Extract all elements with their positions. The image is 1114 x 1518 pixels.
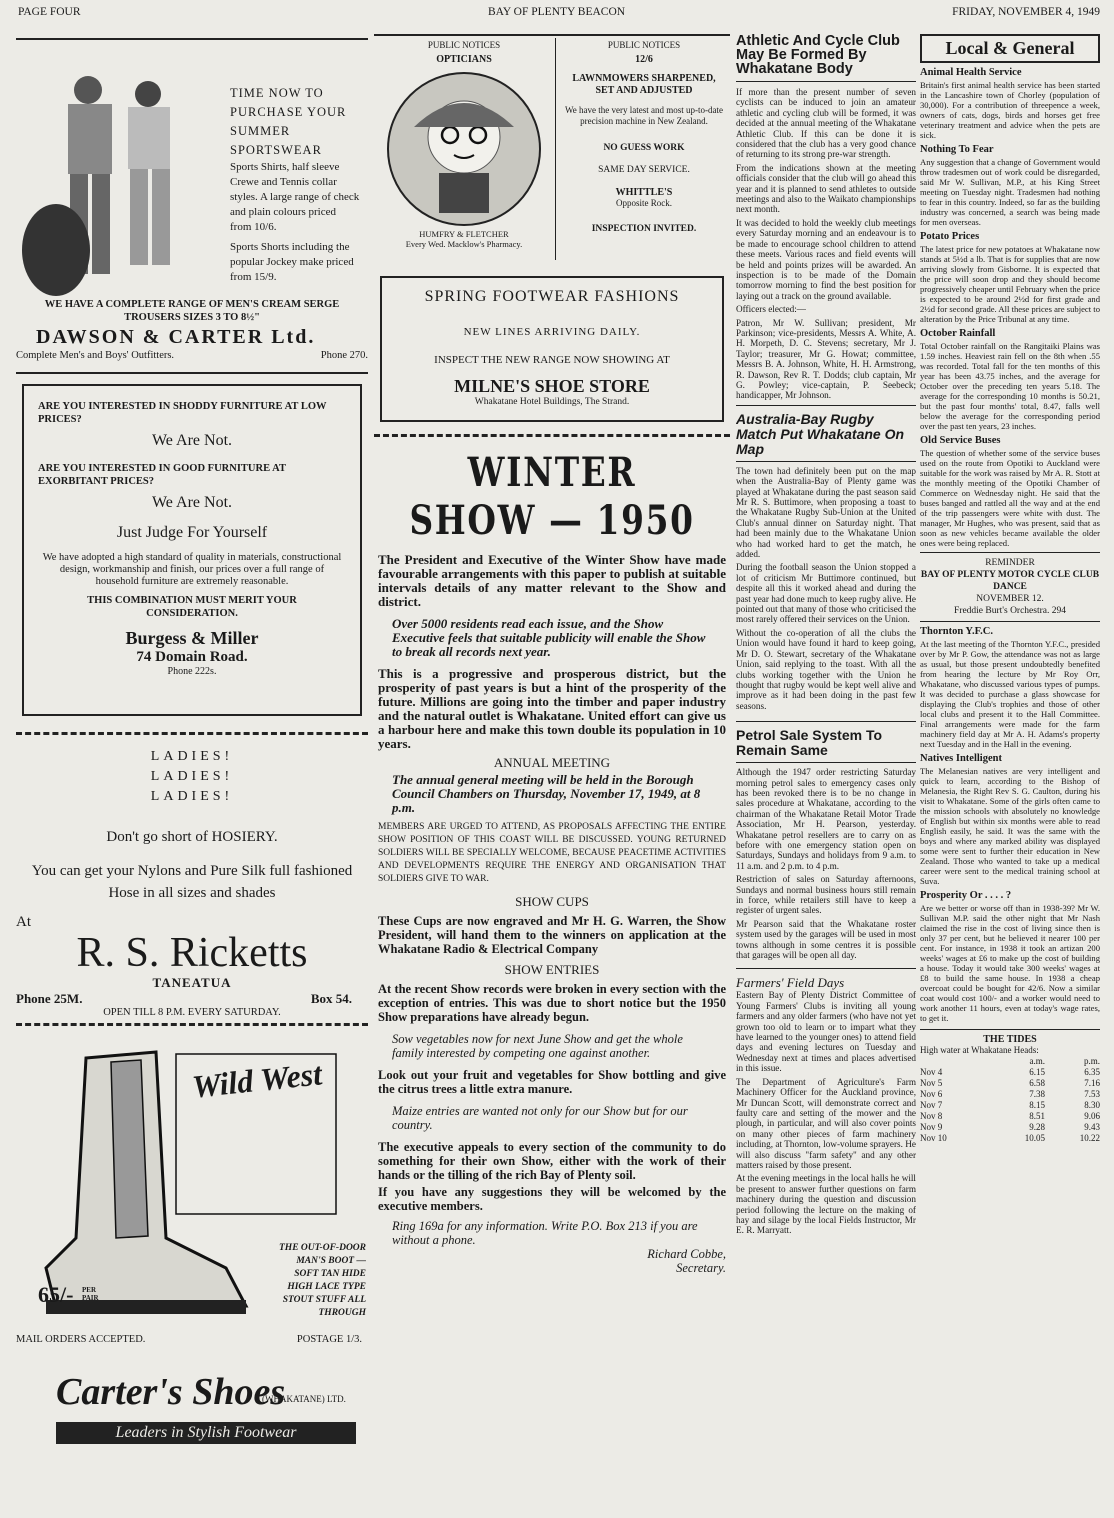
- ricketts-phone: Phone 25M.: [16, 991, 83, 1006]
- carters-slogan: Leaders in Stylish Footwear: [56, 1422, 356, 1444]
- lawnmower-title: LAWNMOWERS SHARPENED, SET AND ADJUSTED: [572, 73, 716, 96]
- reminder-notice: [920, 557, 1100, 617]
- item-potato-prices: [920, 231, 1100, 324]
- farmers-p1: Eastern Bay of Plenty District Committee of Young Farmers' Clubs is inviting all young farmers and any older farmers (who have not yet grown too old to learn or to impart what they have learned to the younger ones) to attend field days and evening lectures on Tuesday and Wednesday next at times and places advertised in this issue.: [736, 990, 916, 1074]
- athletic-p1: If more than the present number of seven cyclists can be induced to join an amateur athletic and cycling club will be formed, it was decided at the annual meeting of the Whakatane Athletic Club. If this can be done it is considered that the club has a very good chance of returning to its strong pre-war strength.: [736, 87, 916, 160]
- whittles-notice: [558, 40, 730, 234]
- maize-text: Maize entries are wanted not only for our Show but for our country.: [392, 1104, 688, 1132]
- rugby-headline: Australia-Bay Rugby Match Put Whakatane On Map: [736, 410, 905, 457]
- show-entries-heading: SHOW ENTRIES: [504, 962, 600, 977]
- shorts-text: Sports Shorts including the popular Jockey make priced from 15/9.: [230, 241, 354, 283]
- item-heading: Old Service Buses: [920, 435, 1001, 446]
- public-notices-row: [374, 34, 730, 262]
- carters-name: Carter's Shoes: [56, 1371, 286, 1413]
- item-text: At the last meeting of the Thornton Y.F.C., presided over by Mr P. Gow, the attendance was not as large as usual, but those present undoubtedly benefited from hearing the lecture by Mr Roy Orr, Whakatane, who discussed various types of pumps. It was decided to purchase a glass showcase for displaying the Club's trophies and those of other local clubs and present it to the Hall Committee. Final arrangements were made for the farm machinery field day at Mr A. H. Adams's property next Tuesday and in the Hall in the evening.: [920, 639, 1100, 749]
- issue-date: FRIDAY, NOVEMBER 4, 1949: [952, 6, 1100, 18]
- tides-pm-header: p.m.: [1083, 1056, 1100, 1066]
- item-october-rainfall: [920, 328, 1100, 431]
- athletic-p3: It was decided to hold the weekly club meetings every Saturday morning and an endeavour is to be made to encourage school children to attend these meets. Various races and field events will be held and points prizes will be awarded. An inspection is to be made of the Domain tomorrow morning to find the best position for laying out a track on the ground available.: [736, 217, 916, 301]
- boot-price: 65/-: [38, 1282, 74, 1307]
- postage: POSTAGE 1/3.: [296, 1334, 362, 1345]
- item-thornton-yfc: [920, 626, 1100, 749]
- mail-orders: MAIL ORDERS ACCEPTED.: [16, 1334, 146, 1345]
- winter-p1: The President and Executive of the Winter Show have made favourable arrangements with this paper to publish at suitable intervals details of any matter relevant to the Show and district.: [378, 552, 726, 609]
- carters-logo-block: [16, 1370, 368, 1452]
- burgess-miller-ad: [22, 384, 362, 716]
- tides-title: THE TIDES: [983, 1034, 1037, 1045]
- reminder-ref: 294: [1051, 606, 1066, 616]
- item-heading: Natives Intelligent: [920, 753, 1002, 764]
- dawson-phone: Phone 270.: [320, 350, 368, 361]
- item-prosperity: [920, 890, 1100, 1023]
- fruit-text: Look out your fruit and vegetables for Show bottling and give the citrus trees a little extra manure.: [378, 1068, 726, 1096]
- at-text: At: [16, 914, 31, 930]
- nylons-text: You can get your Nylons and Pure Silk full fashioned Hose in all sizes and shades: [31, 863, 353, 901]
- answer-2: We Are Not.: [151, 494, 233, 511]
- farmers-p2: The Department of Agriculture's Farm Machinery Officer for the Auckland province, Mr Duncan Scott, will demonstrate correct and faulty care and setting of the mower and the plough, in particular, and will also cover points on many other pieces of farm machinery including, at Thornton, low-volume sprayers. He will also discuss "farm safety" and any other matters raised by those present.: [736, 1076, 916, 1170]
- carters-shoes-ad: [16, 1038, 368, 1370]
- ring-text: Ring 169a for any information. Write P.O. Box 213 if you are without a phone.: [392, 1219, 698, 1247]
- opticians-title: OPTICIANS: [436, 54, 492, 65]
- lawnmower-body: We have the very latest and most up-to-date precision machine in New Zealand.: [565, 105, 723, 126]
- athletic-headline: Athletic And Cycle Club May Be Formed By Whakatane Body: [736, 34, 900, 77]
- ladies-line-3: LADIES!: [150, 789, 234, 804]
- judge-heading: Just Judge For Yourself: [116, 524, 268, 541]
- milnes-shoe-ad: [380, 276, 724, 422]
- reminder-label: REMINDER: [985, 558, 1035, 568]
- annual-meeting-text: The annual general meeting will be held in the Borough Council Chambers on Thursday, November 17, 1949, at 8 p.m.: [392, 772, 701, 815]
- ricketts-box: Box 54.: [310, 991, 352, 1006]
- item-heading: Thornton Y.F.C.: [920, 626, 993, 637]
- boot-desc-2: SOFT TAN HIDE: [294, 1269, 366, 1279]
- same-day-service: SAME DAY SERVICE.: [598, 165, 690, 175]
- burgess-address: 74 Domain Road.: [136, 649, 248, 665]
- winter-show-title: WINTER SHOW — 1950: [409, 449, 695, 544]
- vegetables-text: Sow vegetables now for next June Show and get the whole family interested by competing one against another.: [392, 1032, 683, 1060]
- question-exorbitant: ARE YOU INTERESTED IN GOOD FURNITURE AT EXORBITANT PRICES?: [38, 463, 286, 487]
- show-cups-text: These Cups are now engraved and Mr H. G. Warren, the Show President, will hand them to the winners on application at the Whakatane Radio & Electrical Company: [378, 914, 726, 956]
- spring-footwear-title: SPRING FOOTWEAR FASHIONS: [424, 288, 680, 305]
- ricketts-name: R. S. Ricketts: [76, 930, 308, 976]
- boot-desc-1: THE OUT-OF-DOOR MAN'S BOOT —: [279, 1243, 366, 1266]
- question-shoddy: ARE YOU INTERESTED IN SHODDY FURNITURE AT LOW PRICES?: [38, 401, 327, 425]
- item-heading: October Rainfall: [920, 328, 996, 339]
- page-header: [18, 6, 1100, 22]
- inspection-invited: INSPECTION INVITED.: [591, 224, 697, 234]
- athletic-p4: Officers elected:—: [736, 304, 806, 315]
- dawson-carter-ad: [16, 44, 368, 360]
- item-text: The Melanesian natives are very intelligent and quick to learn, according to the Bishop of Melanesia, the Right Rev S. G. Caulton, during his visit to Whakatane. Some of the girls often came to the mission schools with absolutely no knowledge of English but within six months were able to read English easily, he said. It was the same with the boys and where any marked ability was displayed some were sent to further their education in New Zealand. Those who wanted to take up a medical career were sent to the medical training school at Suva.: [920, 766, 1100, 886]
- local-items-1: [920, 67, 1100, 548]
- tides-row: Nov 7 8.15 8.30: [920, 1100, 1100, 1110]
- tides-row: Nov 4 6.15 6.35: [920, 1067, 1100, 1077]
- suggestions-text: If you have any suggestions they will be welcomed by the executive members.: [378, 1185, 726, 1213]
- taneatua-text: TANEATUA: [152, 975, 232, 990]
- rugby-p1: The town had definitely been put on the map when the Australia-Bay of Plenty game was played at Whakatane during the past season said Mr R. S. Buttimore, when proposing a toast to the Whakatane Rugby Sub-Union at the United Club's annual dinner on Saturday night. That had been mainly due to the Whakatane Union who had worked hard to get the match, he added.: [736, 465, 916, 560]
- milnes-address: Whakatane Hotel Buildings, The Strand.: [474, 397, 630, 407]
- optician-portrait: [384, 69, 544, 229]
- milnes-name: MILNE'S SHOE STORE: [454, 376, 650, 396]
- item-heading: Animal Health Service: [920, 67, 1022, 78]
- hosiery-text: Don't go short of HOSIERY.: [106, 829, 278, 845]
- athletic-officers: Patron, Mr W. Sullivan; president, Mr Parkinson; vice-presidents, Messrs A. White, A. H. Morpeth, D. C. Stevens; secretary, Mr J. Taylor; treasurer, Mr G. Howat; committee, Messrs B. A. Johnson, White, H. H. Armstrong, R. Dawson, Rev R. T. Dodds; club captain, Mr G. Powley; vice-captain, P. Seebeck; handicapper, Mr Johnson.: [736, 317, 916, 401]
- dawson-carter-name: DAWSON & CARTER Ltd.: [36, 326, 316, 348]
- signature-title: Secretary.: [676, 1261, 726, 1275]
- no-guess-work: NO GUESS WORK: [603, 143, 685, 153]
- item-natives-intelligent: [920, 753, 1100, 886]
- boot-desc-3: HIGH LACE TYPE: [287, 1282, 366, 1292]
- per-pair: PER PAIR: [82, 1286, 99, 1302]
- tides-row: Nov 8 8.51 9.06: [920, 1111, 1100, 1121]
- show-cups-heading: SHOW CUPS: [515, 894, 589, 909]
- boot-desc-4: STOUT STUFF ALL THROUGH: [282, 1295, 366, 1318]
- appeal-text: The executive appeals to every section of the community to do something for their own Show, either with the work of their hands or the tilling of the rich Bay of Plenty soil.: [378, 1140, 726, 1182]
- burgess-phone: Phone 222s.: [167, 666, 217, 677]
- tides-row: Nov 10 10.05 10.22: [920, 1133, 1100, 1143]
- farmers-p3: At the evening meetings in the local halls he will be present to answer further questions on farm machinery during the question and discussion period following the lecture on the making of hay and silage by the local Fields Instructor, Mr E. R. Marryatt.: [736, 1173, 916, 1236]
- rugby-p3: Without the co-operation of all the clubs the Union would have found it hard to keep going, Mr D. O. Stewart, secretary of the Whakatane Union, said replying to the toast. With all the clubs working together with the Union he thought that rugby would be kept well alive and improve as it had been doing in the past few seasons.: [736, 627, 916, 711]
- item-text: The latest price for new potatoes at Whakatane now stands at 5½d a lb. That is for supplies that are now arriving slowly from Gisborne. It is expected that the price will soon drop and they should become progressively cheaper until February when the price is expected to be around 2½d for first grade and 2½d for second grade. All these prices are subject to alteration by the Price Tribunal at any time.: [920, 244, 1100, 324]
- reminder-event: BAY OF PLENTY MOTOR CYCLE CLUB DANCE: [920, 570, 1100, 592]
- winter-p3: This is a progressive and prosperous district, but the prosperity of past years is but a hint of the prosperity of the future. Millions are going into the timber and paper industry and the natural outlet is Whakatane. United effort can give us a harbour here and make this town double its population in 10 years.: [378, 666, 726, 751]
- merit-text: THIS COMBINATION MUST MERIT YOUR CONSIDERATION.: [87, 595, 297, 619]
- column-3: [736, 34, 916, 1514]
- whittles-address: Opposite Rock.: [616, 198, 672, 208]
- inspect-range: INSPECT THE NEW RANGE NOW SHOWING AT: [434, 354, 670, 366]
- opticians-notice: [374, 40, 554, 249]
- ricketts-ad: [16, 747, 368, 1017]
- athletic-p2: From the indications shown at the meeting officials consider that the club will go ahead this year and it is planned to send athletes to outside meetings and also to the Waikato championships next month.: [736, 162, 916, 215]
- item-animal-health: [920, 67, 1100, 140]
- page-number: PAGE FOUR: [18, 6, 81, 18]
- shirts-text: Sports Shirts, half sleeve Crewe and Tennis collar styles. A large range of check and plain colours priced from 10/6.: [230, 161, 360, 233]
- tides-am-header: a.m.: [1029, 1056, 1045, 1066]
- optician-firm: HUMFRY & FLETCHER: [419, 229, 509, 239]
- tides-row: Nov 5 6.58 7.16: [920, 1078, 1100, 1088]
- item-heading: Nothing To Fear: [920, 144, 994, 155]
- rugby-p2: During the football season the Union stopped a lot of criticism Mr Buttimore continued, but despite all this it worked ahead and during the past year had done much to keep rugby alive. He pointed out that many of those who criticised the most rarely offered their services on the Union.: [736, 562, 916, 625]
- item-heading: Potato Prices: [920, 231, 980, 242]
- answer-1: We Are Not.: [151, 432, 233, 449]
- carters-ltd: (WHAKATANE) LTD.: [262, 1394, 346, 1404]
- column-1: [16, 34, 368, 1452]
- local-general-title: Local & General: [920, 34, 1100, 63]
- optician-visit: Every Wed. Macklow's Pharmacy.: [405, 239, 523, 249]
- item-text: Britain's first animal health service has been started in the Lancashire town of Chorley (population of 30,000). For a contribution of threepence a week, owners of cats, dogs, birds and horses get free veterinary treatment and advice when the pets are sick.: [920, 80, 1100, 140]
- item-text: Are we better or worse off than in 1938-39? Mr W. Sullivan M.P. said the other night that Mr Nash claimed the rise in the cost of living since then is only 37 per cent, but he believed it nearer 100 per cent. For instance, in 1938 it took an artizan 200 weeks' wages at £6 to make up the cost of building a house. Today it would take 300 weeks' wages at £8 to build the same house. In 1938 a cheap overcoat could be bought for 42/6. Now a similar coat would cost 100/- and a worker would need to work another 11 hours, even at today's wage rates, to get it.: [920, 903, 1100, 1023]
- tides-table: [920, 1034, 1100, 1144]
- winter-show-ad: [374, 449, 730, 1275]
- open-hours: OPEN TILL 8 P.M. EVERY SATURDAY.: [103, 1007, 281, 1018]
- farmers-headline: Farmers' Field Days: [736, 975, 845, 991]
- column-2: [374, 34, 730, 1275]
- petrol-p3: Mr Pearson said that the Whakatane roster system used by the garages will be used in most towns although in some centres it is possible that garages will be open all day.: [736, 918, 916, 961]
- item-text: Any suggestion that a change of Government would throw tradesmen out of work could be disregarded, said Mr W. Sullivan, M.P., at his King Street meeting on Tuesday night. Tradesmen had nothing to fear in this country. Indeed, so far as the building industry was concerned, a search was being made for men overseas.: [920, 157, 1100, 227]
- newspaper-title: BAY OF PLENTY BEACON: [488, 6, 626, 18]
- petrol-p2: Restriction of sales on Saturday afternoons, Sundays and normal business hours still remain in force, while retailers still have to keep a register of urgent sales.: [736, 874, 916, 916]
- sportswear-intro: TIME NOW TO PURCHASE YOUR SUMMER SPORTSWEAR: [230, 86, 347, 157]
- petrol-p1: Although the 1947 order restricting Saturday morning petrol sales to emergency cases only has been revoked there is to be no change in sales procedure at Whakatane, according to the chairman of the Whakatane Retail Motor Trade Association, Mr H. Pearson, yesterday. Whakatane petrol resellers are to carry on as before with one emergency station open on Saturdays, Sundays and holidays from 9 a.m. to 11 a.m. and 2 p.m. to 4 p.m.: [736, 767, 916, 871]
- tides-row: Nov 9 9.28 9.43: [920, 1122, 1100, 1132]
- reminder-band: Freddie Burt's Orchestra.: [954, 606, 1050, 616]
- item-old-buses: [920, 435, 1100, 548]
- column-4: [920, 34, 1100, 1514]
- members-urged: MEMBERS ARE URGED TO ATTEND, AS PROPOSALS AFFECTING THE ENTIRE SHOW POSITION OF THIS COAST WILL BE DISCUSSED. YOUNG RETURNED SOLDIERS WILL BE SPECIALLY WELCOME, BECAUSE PEACETIME ACTIVITIES AND DEVELOPMENTS REQUIRE THE ENERGY AND ORGANISATION THAT SOLDIERS GIVE TO WAR.: [378, 822, 726, 884]
- new-lines: NEW LINES ARRIVING DAILY.: [463, 326, 641, 338]
- winter-p2: Over 5000 residents read each issue, and the Show Executive feels that suitable publicity will enable the Show to break all records next year.: [392, 616, 706, 659]
- show-entries-text: At the recent Show records were broken in every section with the exception of entries. This was due to short notice but the 1950 Show preparations have already begun.: [378, 982, 726, 1024]
- quality-text: We have adopted a high standard of quality in materials, constructional design, workmanship and finish, our prices over a full range of household furniture are extremely reasonable.: [42, 552, 342, 587]
- trousers-range: WE HAVE A COMPLETE RANGE OF MEN'S CREAM SERGE TROUSERS SIZES 3 TO 8½": [44, 299, 340, 323]
- ladies-line-2: LADIES!: [150, 769, 234, 784]
- item-nothing-to-fear: [920, 144, 1100, 227]
- ladies-line-1: LADIES!: [150, 749, 234, 764]
- signature-name: Richard Cobbe,: [647, 1247, 726, 1261]
- reminder-date: NOVEMBER 12.: [976, 594, 1044, 604]
- item-text: The question of whether some of the service buses used on the route from Opotiki to Auckland were suitable for the work was raised by Mr A. R. Stott at the monthly meeting of the Opotiki Chamber of Commerce on Wednesday night. He said that the buses banged and rattled all the way and at the end of the trip passengers were white with dust. The manager, Mr Hughes, who was present, said that as soon as new vehicles became available the older ones were being replaced.: [920, 448, 1100, 548]
- outfitters-tagline: Complete Men's and Boys' Outfitters.: [16, 350, 175, 361]
- tides-subtitle: High water at Whakatane Heads:: [920, 1045, 1039, 1055]
- local-items-2: [920, 626, 1100, 1023]
- item-heading: Prosperity Or . . . . ?: [920, 890, 1012, 901]
- opticians-label: PUBLIC NOTICES: [427, 40, 501, 50]
- annual-meeting-heading: ANNUAL MEETING: [493, 755, 611, 770]
- whittles-name: WHITTLE'S: [615, 187, 673, 198]
- tides-row: Nov 6 7.38 7.53: [920, 1089, 1100, 1099]
- whittles-price: 12/6: [635, 54, 653, 65]
- sportswear-illustration: [20, 60, 220, 298]
- petrol-headline: Petrol Sale System To Remain Same: [736, 727, 883, 759]
- item-text: Total October rainfall on the Rangitaiki Plains was 1.59 inches. Heaviest rain fell on the 8th when .55 was recorded. Total fall for the ten months of this year has been 43.75 inches, and the average for October over the preceding ten years 5.18. The average for the corresponding 10 months is 50.21, but the past four months' total, 8.47, falls well below the average for the corresponding period over the past ten years, 23 inches.: [920, 341, 1100, 431]
- whittles-label: PUBLIC NOTICES: [607, 40, 681, 50]
- wild-west-logo: Wild West: [190, 1055, 324, 1105]
- burgess-miller-name: Burgess & Miller: [125, 628, 259, 648]
